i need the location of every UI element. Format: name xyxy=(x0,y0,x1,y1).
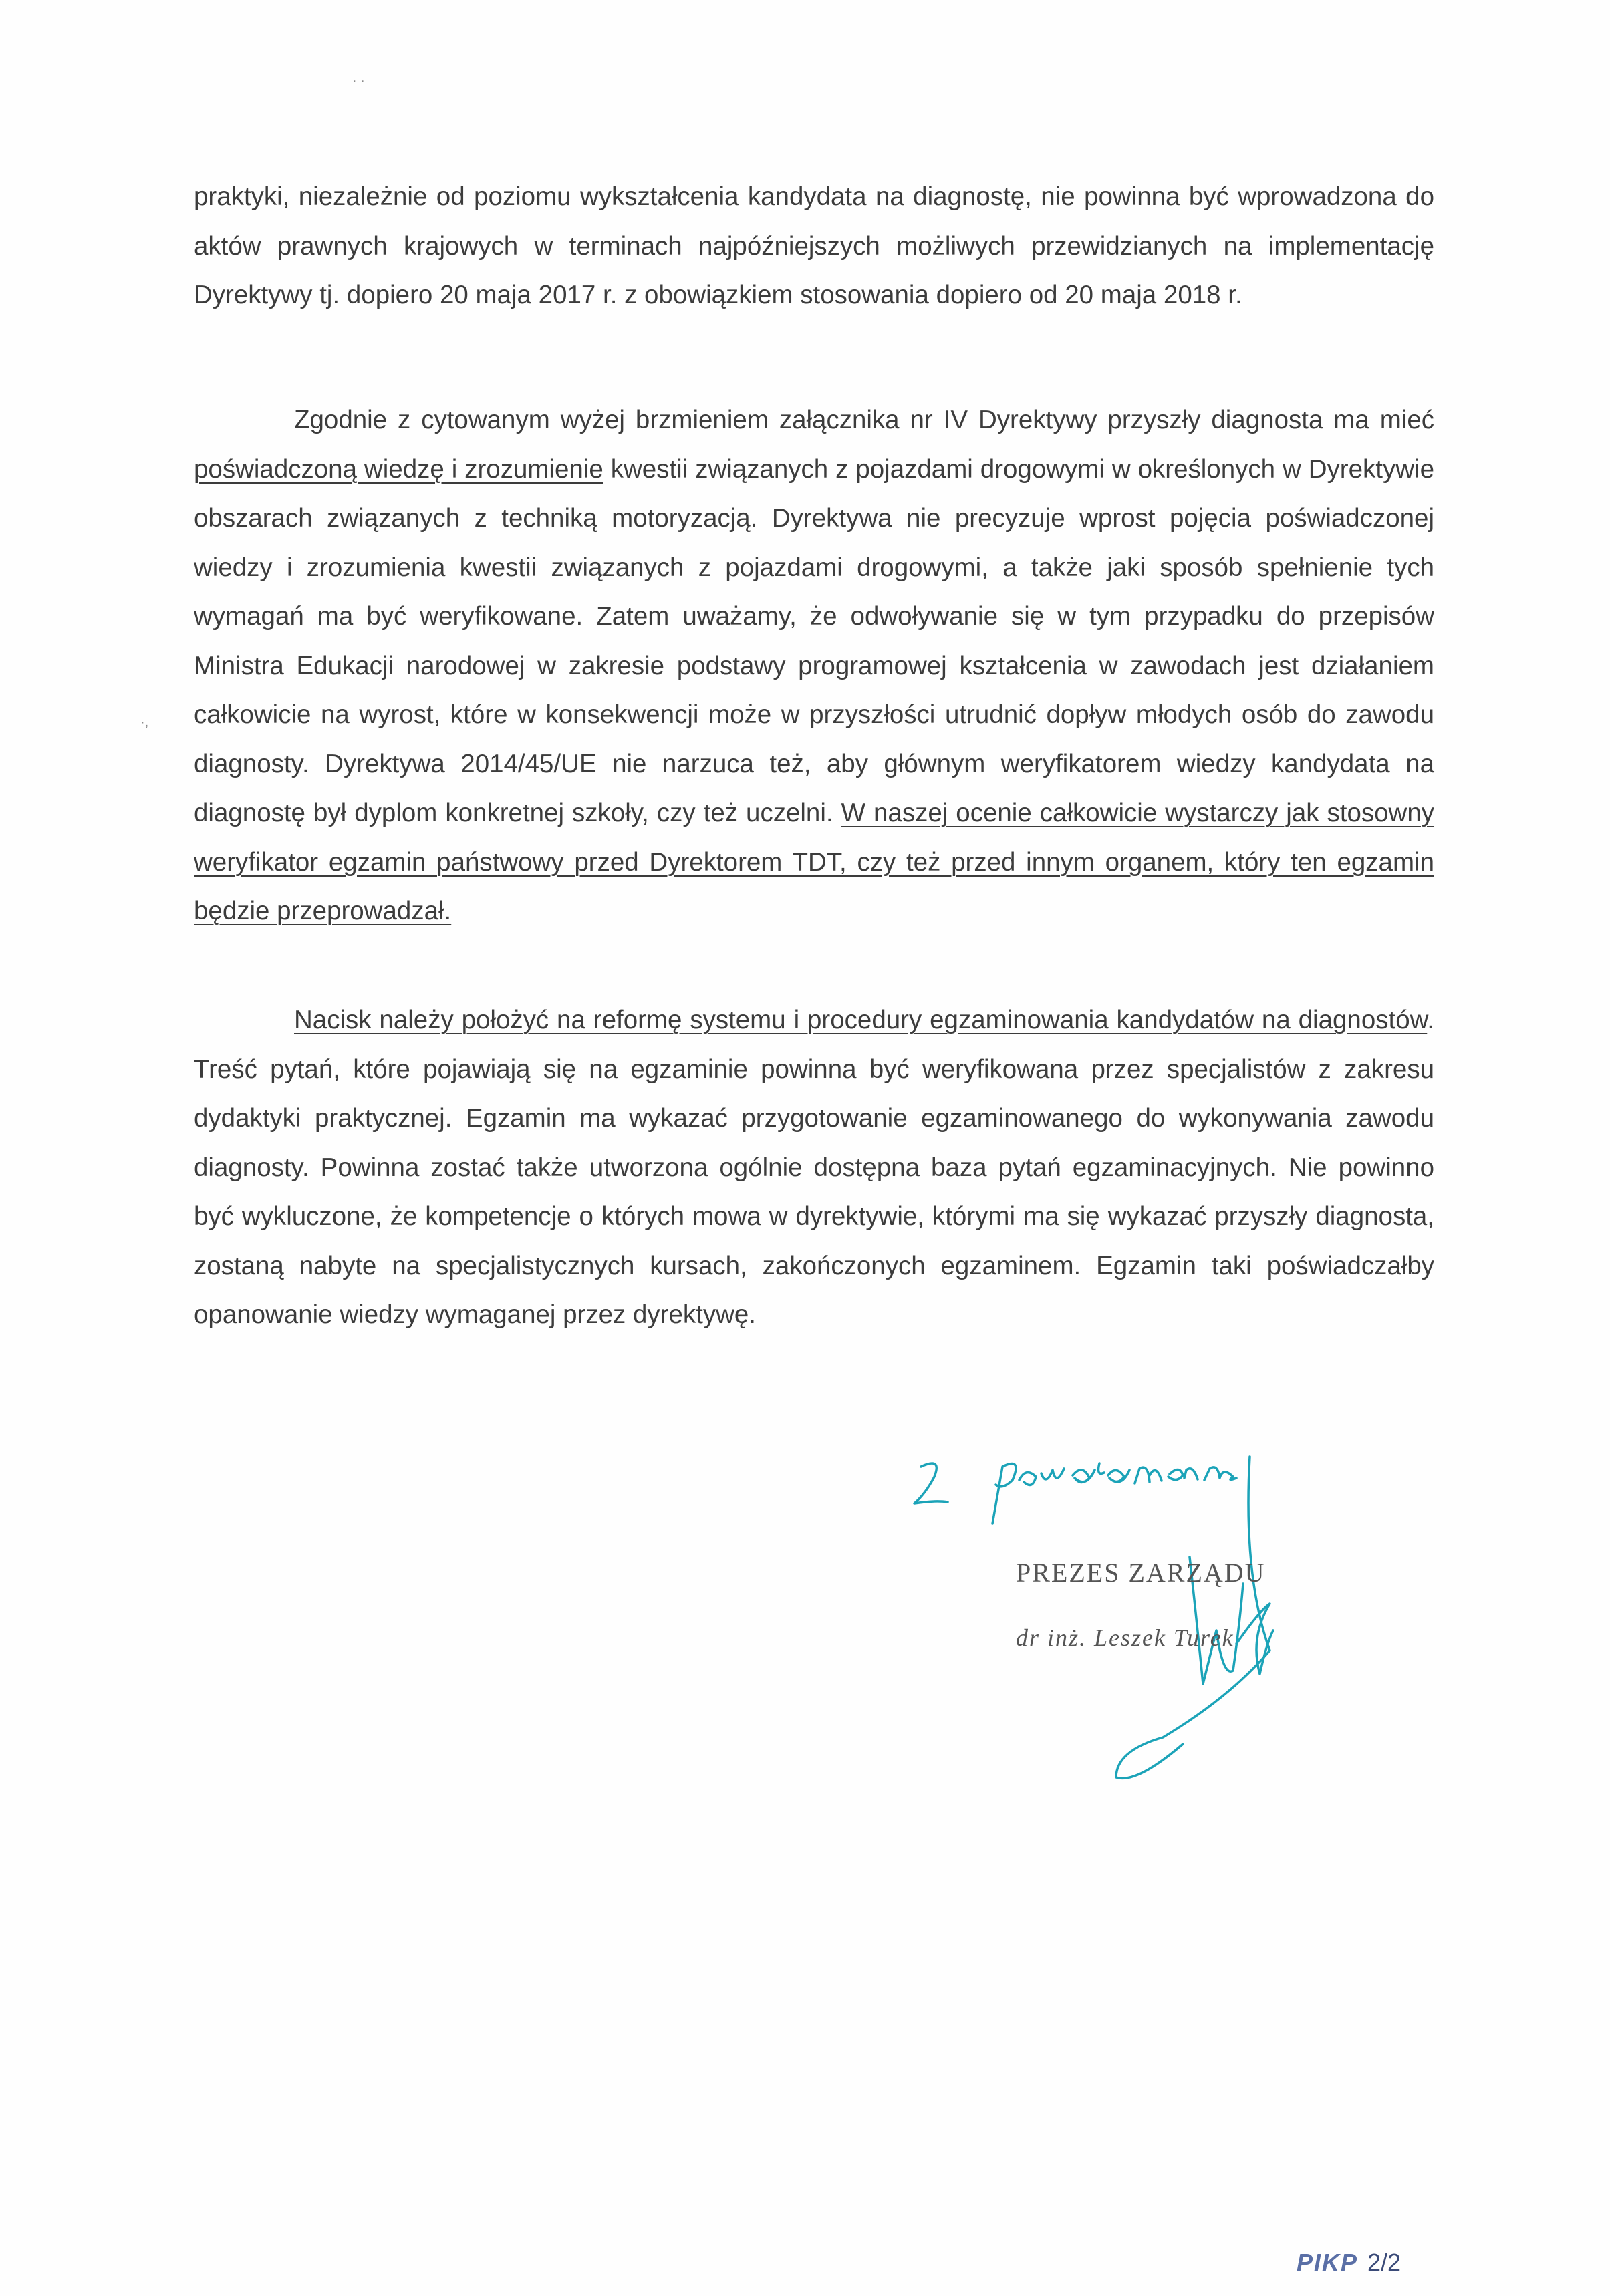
scan-speck: ·, xyxy=(140,715,149,730)
paragraph-1 xyxy=(194,172,1434,320)
signature-block xyxy=(896,1403,1363,1831)
signatory-name: dr inż. Leszek Turek xyxy=(1016,1624,1234,1651)
paragraph-2 xyxy=(194,396,1434,936)
paragraph-3-text: . Treść pytań, które pojawiają się na egzaminie powinna być weryfikowana przez specjalistów z zakresu dydaktyki praktycznej. Egzamin ma wykazać przygotowanie egzaminowanego do wykonywania zawodu diagnosty. Powinna zostać także utworzona ogólnie dostępna baza pytań egzaminacyjnych. Nie powinno być wykluczone, że kompetencje o których mowa w dyrektywie, którymi ma się wykazać przyszły diagnosta, zostaną nabyte na specjalistycznych kursach, zakończonych egzaminem. Egzamin taki poświadczałby opanowanie wiedzy wymaganej przez dyrektywę. xyxy=(194,1006,1434,1329)
page-footer xyxy=(1297,2249,1401,2277)
company-logo: PIKP xyxy=(1297,2249,1359,2276)
paragraph-1-text: praktyki, niezależnie od poziomu wykształcenia kandydata na diagnostę, nie powinna być wprowadzona do aktów prawnych krajowych w terminach najpóźniejszych możliwych przewidzianych na implementację Dyrektywy tj. dopiero 20 maja 2017 r. z obowiązkiem stosowania dopiero od 20 maja 2018 r. xyxy=(194,182,1434,309)
paragraph-2-text-a: Zgodnie z cytowanym wyżej brzmieniem załącznika nr IV Dyrektywy przyszły diagnosta ma mieć xyxy=(294,406,1434,434)
signatory-title: PREZES ZARZĄDU xyxy=(1016,1558,1266,1588)
handwritten-greeting-signature xyxy=(896,1403,1363,1831)
paragraph-3-underlined-lead: Nacisk należy położyć na reformę systemu i procedury egzaminowania kandydatów na diagnostów xyxy=(294,1006,1428,1034)
paragraph-2-underlined-phrase: poświadczoną wiedzę i zrozumienie xyxy=(194,454,603,484)
paragraph-2-underlined-conclusion: W naszej ocenie całkowicie wystarczy jak stosowny weryfikator egzamin państwowy przed Dyrektorem TDT, czy też przed innym organem, który ten egzamin będzie przeprowadzał. xyxy=(194,799,1435,925)
paragraph-3 xyxy=(194,996,1434,1340)
paragraph-2-text-b: kwestii związanych z pojazdami drogowymi w określonych w Dyrektywie obszarach związanych z techniką motoryzacją. Dyrektywa nie precyzuje wprost pojęcia poświadczonej wiedzy i zrozumienia kwestii związanych z pojazdami drogowymi, a także jaki sposób spełnienie tych wymagań ma być weryfikowane. Zatem uważamy, że odwoływanie się w tym przypadku do przepisów Ministra Edukacji narodowej w zakresie podstawy programowej kształcenia w zawodach jest działaniem całkowicie na wyrost, które w konsekwencji może w przyszłości utrudnić dopływ młodych osób do zawodu diagnosty. Dyrektywa 2014/45/UE nie narzuca też, aby głównym weryfikatorem wiedzy kandydata na diagnostę był dyplom konkretnej szkoły, czy też uczelni. xyxy=(194,454,1434,827)
page-number: 2/2 xyxy=(1367,2249,1401,2276)
scan-speck: ˙ ˙ xyxy=(353,79,366,94)
